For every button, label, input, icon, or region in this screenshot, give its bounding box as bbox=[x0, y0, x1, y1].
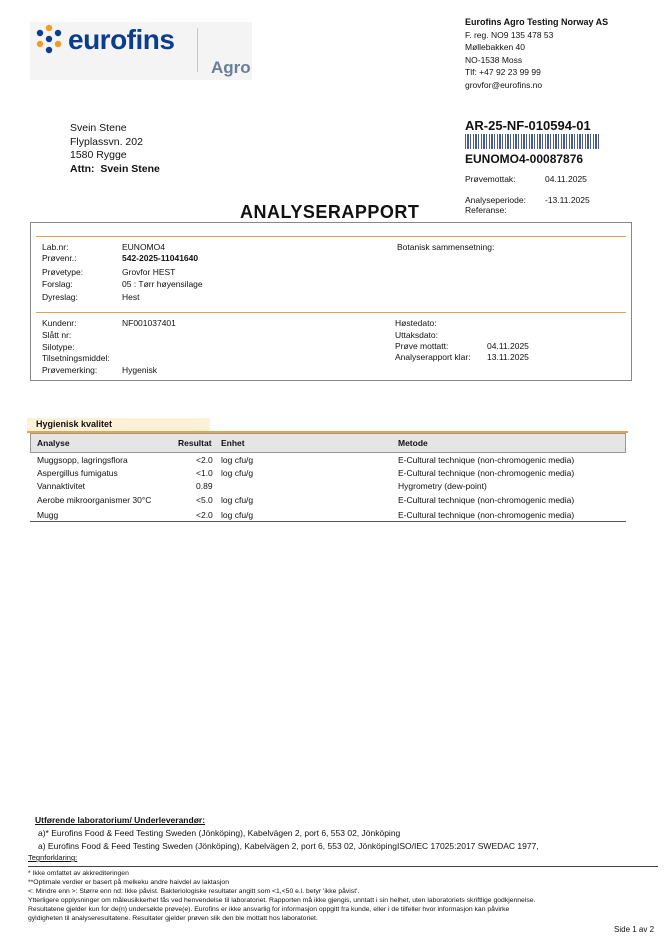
received-label: Prøvemottak: bbox=[465, 174, 516, 184]
cell-analyse: Aspergillus fumigatus bbox=[37, 468, 118, 478]
company-name: Eurofins Agro Testing Norway AS bbox=[465, 17, 609, 27]
col-enhet: Enhet bbox=[221, 438, 245, 448]
lab-line-a: a)* Eurofins Food & Feed Testing Sweden (Jönköping), Kabelvägen 2, port 6, 553 02, Jönköping bbox=[38, 828, 401, 838]
eurofins-logo-icon bbox=[34, 24, 64, 54]
lab-heading: Utførende laboratorium/ Underleverandør: bbox=[35, 815, 206, 825]
cell-analyse: Vannaktivitet bbox=[37, 481, 86, 491]
report-title: ANALYSERAPPORT bbox=[240, 202, 420, 222]
cell-analyse: Mugg bbox=[37, 510, 59, 520]
cell-enhet: log cfu/g bbox=[221, 468, 254, 478]
cell-analyse: Aerobe mikroorganismer 30°C bbox=[37, 495, 152, 505]
footer-separator bbox=[28, 866, 658, 867]
provetype-label: Prøvetype: bbox=[42, 267, 84, 277]
logo-divider bbox=[197, 28, 198, 72]
col-analyse: Analyse bbox=[37, 438, 70, 448]
info-divider-top bbox=[36, 236, 626, 237]
company-reg: F. reg. NO9 135 478 53 bbox=[465, 29, 554, 40]
period-value: -13.11.2025 bbox=[545, 195, 590, 205]
provenr-label: Prøvenr.: bbox=[42, 253, 77, 263]
table-header bbox=[30, 433, 626, 453]
report-number: AR-25-NF-010594-01 bbox=[465, 118, 591, 133]
cell-resultat: <5.0 bbox=[196, 495, 213, 505]
merking-value: Hygenisk bbox=[122, 365, 157, 375]
cell-analyse: Muggsopp, lagringsflora bbox=[37, 455, 128, 465]
reference-label: Referanse: bbox=[465, 205, 507, 215]
footnote: Resultatene gjelder kun for de(n) undersøkte prøve(e). Eurofins er ikke ansvarlig for informasjon oppgitt fra kunde, eller i de tilfeller hvor informasjon kan påvirke bbox=[28, 906, 510, 913]
cell-resultat: <2.0 bbox=[196, 510, 213, 520]
col-metode: Metode bbox=[398, 438, 428, 448]
kundenr-label: Kundenr: bbox=[42, 318, 77, 328]
cell-metode: E-Cultural technique (non-chromogenic media) bbox=[398, 468, 575, 478]
mottatt-value: 04.11.2025 bbox=[487, 341, 529, 351]
klar-value: 13.11.2025 bbox=[487, 352, 529, 362]
hostedato-label: Høstedato: bbox=[395, 318, 437, 328]
info-divider-mid bbox=[36, 312, 626, 313]
botanisk-label: Botanisk sammensetning: bbox=[397, 242, 495, 252]
cell-metode: E-Cultural technique (non-chromogenic media) bbox=[398, 455, 575, 465]
cell-resultat: <2.0 bbox=[196, 455, 213, 465]
forslag-label: Forslag: bbox=[42, 279, 73, 289]
legend-label: Tegnforklaring: bbox=[28, 853, 78, 862]
received-date: 04.11.2025 bbox=[545, 174, 587, 184]
footnote: **Optimale verdier er basert på melkeku andre haivdel av laktasjon bbox=[28, 879, 229, 886]
cell-metode: Hygrometry (dew-point) bbox=[398, 481, 487, 491]
company-city: NO-1538 Moss bbox=[465, 54, 523, 65]
footnote: gyldigheten til analyseresultatene. Resultater gjelder prøven slik den ble mottatt hos laboratoriet. bbox=[28, 915, 318, 922]
logo-wordmark: eurofins bbox=[68, 24, 175, 55]
cell-enhet: log cfu/g bbox=[221, 455, 254, 465]
merking-label: Prøvemerking: bbox=[42, 365, 98, 375]
table-bottom-rule bbox=[30, 521, 626, 522]
company-address bbox=[465, 16, 608, 91]
barcode bbox=[465, 134, 601, 149]
col-resultat: Resultat bbox=[178, 438, 212, 448]
cell-enhet: log cfu/g bbox=[221, 510, 254, 520]
footnote: Ytterligere opplysninger om måleusikkerhet fås ved henvendelse til laboratoriet. Rapporten må ikke gjengis, unntatt i sin helhet, uten laboratoriets skriftlige godkjennelse. bbox=[28, 897, 536, 904]
attn-label: Attn: bbox=[70, 162, 95, 175]
footnote: <: Mindre enn >: Større enn nd: Ikke påvist. Bakteriologiske resultater angitt som <1,<50 e.l. betyr 'ikke påvist'. bbox=[28, 888, 360, 895]
klar-label: Analyserapport klar: bbox=[395, 352, 471, 362]
cell-metode: E-Cultural technique (non-chromogenic media) bbox=[398, 495, 575, 505]
logo-subbrand: Agro bbox=[211, 58, 251, 77]
dyreslag-value: Hest bbox=[122, 292, 140, 302]
provetype-value: Grovfor HEST bbox=[122, 267, 176, 277]
slatt-label: Slått nr: bbox=[42, 330, 72, 340]
kundenr-value: NF001037401 bbox=[122, 318, 176, 328]
recipient-street: Flyplassvn. 202 bbox=[70, 135, 143, 148]
dyreslag-label: Dyreslag: bbox=[42, 292, 78, 302]
footnotes bbox=[28, 869, 643, 923]
lab-line-b: a) Eurofins Food & Feed Testing Sweden (Jönköping), Kabelvägen 2, port 6, 553 02, JönköpingISO/IEC 17025:2017 SWEDAC 1977, bbox=[38, 841, 539, 851]
sample-id: EUNOMO4-00087876 bbox=[465, 152, 584, 166]
labnr-label: Lab.nr: bbox=[42, 242, 69, 252]
mottatt-label: Prøve mottatt: bbox=[395, 341, 449, 351]
labnr-value: EUNOMO4 bbox=[122, 242, 165, 252]
cell-enhet: log cfu/g bbox=[221, 495, 254, 505]
company-email[interactable]: grovfor@eurofins.no bbox=[465, 79, 543, 90]
section-title: Hygienisk kvalitet bbox=[27, 418, 210, 431]
provenr-value: 542-2025-11041640 bbox=[122, 253, 199, 263]
sample-info-box bbox=[30, 222, 632, 381]
company-phone: Tlf: +47 92 23 99 99 bbox=[465, 67, 541, 77]
recipient-address bbox=[70, 122, 160, 176]
silotype-label: Silotype: bbox=[42, 342, 75, 352]
recipient-name: Svein Stene bbox=[70, 122, 127, 134]
forslag-value: 05 : Tørr høyensilage bbox=[122, 279, 203, 289]
recipient-city: 1580 Rygge bbox=[70, 149, 127, 161]
period-label: Analyseperiode: bbox=[465, 195, 526, 205]
uttaksdato-label: Uttaksdato: bbox=[395, 330, 438, 340]
cell-resultat: <1.0 bbox=[196, 468, 213, 478]
attn-name: Svein Stene bbox=[100, 162, 160, 175]
page-number: Side 1 av 2 bbox=[614, 925, 655, 934]
company-street: Møllebakken 40 bbox=[465, 42, 526, 52]
tilsetning-label: Tilsetningsmiddel: bbox=[42, 353, 110, 363]
footnote: * Ikke omfattet av akkrediteringen bbox=[28, 870, 129, 877]
cell-resultat: 0.89 bbox=[196, 481, 213, 491]
cell-metode: E-Cultural technique (non-chromogenic media) bbox=[398, 510, 575, 520]
